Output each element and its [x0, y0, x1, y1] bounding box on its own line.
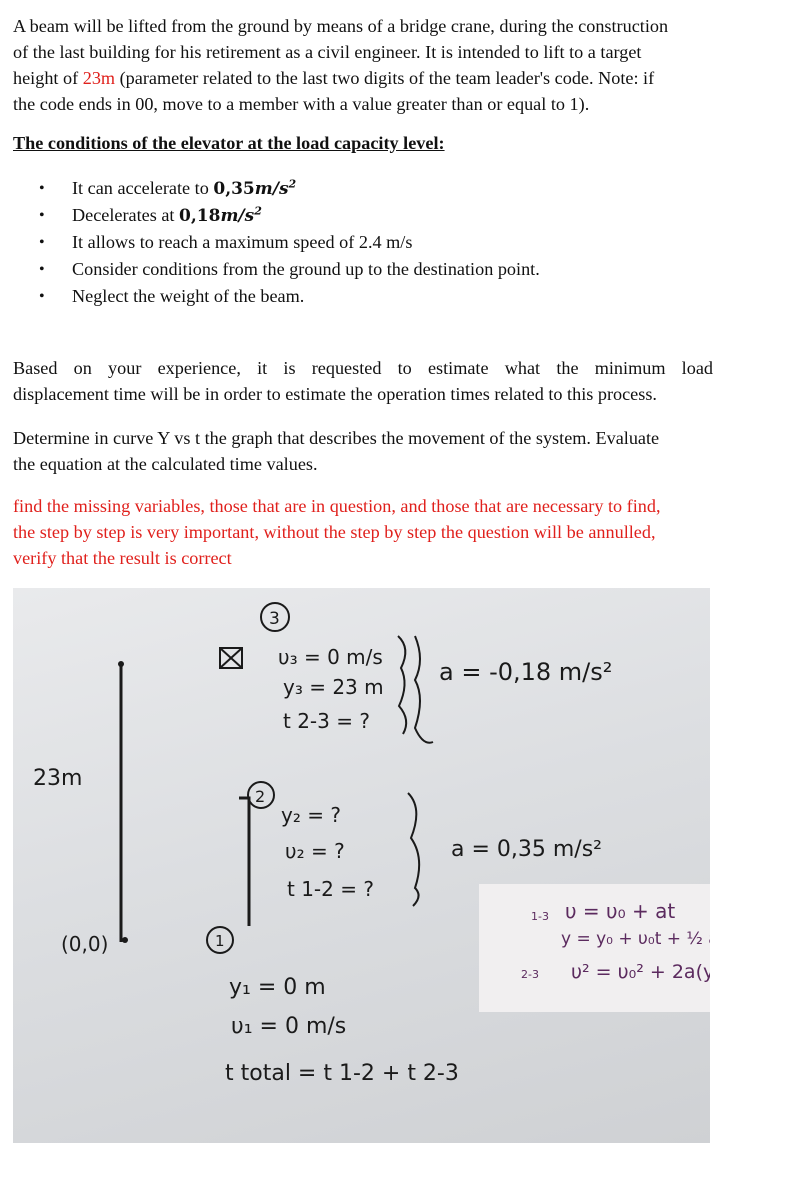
target-height-highlight: 23m: [82, 68, 116, 88]
intro-line-3-end: (parameter related to the last two digits of the team leader's code. Note: if: [115, 68, 655, 88]
brace-lower: [408, 793, 419, 906]
condition-item-max-speed: [0, 229, 540, 256]
origin-label: (0,0): [61, 932, 109, 956]
height-label: 23m: [33, 766, 83, 791]
formula-position: y = y₀ + υ₀t + ½ at²: [561, 929, 733, 949]
curve-line-2: the equation at the calculated time values.: [13, 454, 318, 474]
formula-inset: [479, 884, 760, 1012]
deceleration-note: a = -0,18 m/s²: [439, 658, 613, 686]
condition-text: Decelerates at: [72, 205, 180, 225]
formula-velocity: υ = υ₀ + at: [565, 899, 676, 923]
top-point: [118, 661, 124, 667]
bullet-icon: •: [39, 207, 45, 224]
y3-note: y₃ = 23 m: [283, 675, 384, 699]
curve-paragraph: [13, 425, 713, 477]
origin-point: [122, 937, 128, 943]
condition-text: It allows to reach a maximum speed of 2.4 m/s: [72, 232, 413, 252]
curve-line-1: Determine in curve Y vs t the graph that describes the movement of the system. Evaluate: [13, 428, 660, 448]
intro-line-2: of the last building for his retirement as a civil engineer. It is intended to lift to a target: [13, 42, 642, 62]
t23-note: t 2-3 = ?: [283, 709, 370, 733]
intro-line-3-start: height of: [13, 68, 83, 88]
condition-text: It can accelerate to: [72, 178, 214, 198]
condition-item-ground-up: [0, 256, 540, 283]
intro-line-4: the code ends in 00, move to a member with a value greater than or equal to 1).: [13, 94, 590, 114]
bullet-icon: •: [39, 234, 45, 251]
deceleration-value: $0,18m/s^2$: [179, 204, 262, 226]
handwritten-notes-photo: [13, 588, 760, 1143]
request-line-1: Based on your experience, it is requested to estimate what the minimum load: [13, 358, 713, 378]
v1-note: υ₁ = 0 m/s: [231, 1014, 347, 1039]
request-paragraph: [13, 355, 713, 407]
condition-item-accelerate: [0, 175, 540, 202]
v2-note: υ₂ = ?: [285, 839, 345, 863]
bullet-icon: •: [39, 288, 45, 305]
conditions-list: [0, 175, 540, 310]
tag-1-3: 1-3: [531, 910, 549, 923]
total-time-note: t total = t 1-2 + t 2-3: [225, 1061, 459, 1086]
acceleration-note: a = 0,35 m/s²: [451, 837, 603, 862]
formula-inset-svg: [479, 884, 760, 1012]
intro-paragraph: [13, 13, 713, 117]
intro-line-3: [13, 65, 713, 91]
brace-upper: [398, 636, 406, 734]
condition-text: Neglect the weight of the beam.: [72, 286, 305, 306]
instruction-line-1: find the missing variables, those that are in question, and those that are necessary to find,: [13, 496, 661, 516]
conditions-heading: The conditions of the elevator at the load capacity level:: [13, 133, 445, 153]
condition-text: Consider conditions from the ground up to the destination point.: [72, 259, 540, 279]
bullet-icon: •: [39, 180, 45, 197]
point-2-number: 2: [255, 787, 266, 806]
bullet-icon: •: [39, 261, 45, 278]
condition-item-decelerate: [0, 202, 540, 229]
instruction-paragraph: [13, 493, 713, 571]
handwritten-sketch: [13, 588, 760, 1143]
y1-note: y₁ = 0 m: [229, 975, 326, 1000]
point-3-number: 3: [269, 609, 280, 629]
formula-velocity-squared: υ² = υ₀² + 2a(y - y₀): [571, 961, 760, 983]
request-line-2: displacement time will be in order to estimate the operation times related to this process.: [13, 384, 657, 404]
acceleration-value: $0,35m/s^2$: [213, 177, 297, 199]
t12-note: t 1-2 = ?: [287, 877, 374, 901]
segment-1-2-line: [239, 798, 249, 926]
brace-upper-right: [415, 636, 433, 743]
intro-line-1: A beam will be lifted from the ground by means of a bridge crane, during the construction: [13, 16, 669, 36]
point-1-number: 1: [215, 932, 225, 950]
tag-2-3: 2-3: [521, 968, 539, 981]
stop-icon: [220, 648, 242, 668]
condition-item-neglect-weight: [0, 283, 540, 310]
y2-note: y₂ = ?: [281, 803, 341, 827]
v3-note: υ₃ = 0 m/s: [278, 645, 383, 669]
instruction-line-3: verify that the result is correct: [13, 548, 232, 568]
instruction-line-2: the step by step is very important, without the step by step the question will be annulled,: [13, 522, 656, 542]
